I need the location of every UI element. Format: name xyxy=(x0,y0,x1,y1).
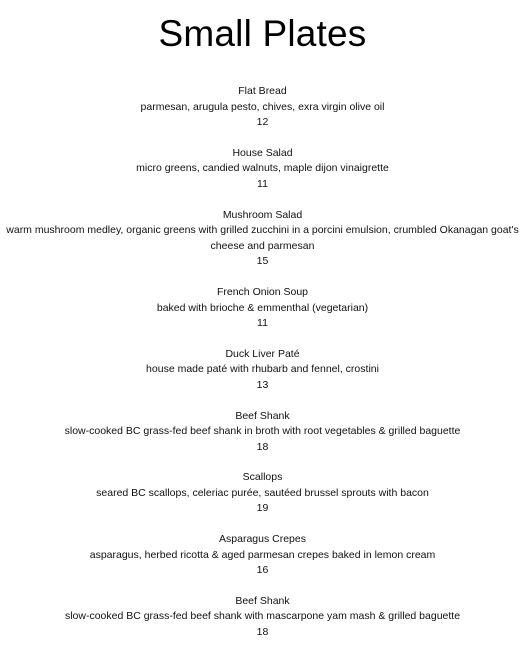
item-name: Scallops xyxy=(242,471,283,484)
menu-item xyxy=(0,532,525,579)
item-price: 18 xyxy=(256,440,269,453)
menu-item xyxy=(0,84,525,131)
item-description: warm mushroom medley, organic greens with grilled zucchini in a porcini emulsion, crumbled Okanagan goat's cheese and parmesan xyxy=(6,224,519,252)
item-price: 12 xyxy=(256,116,269,129)
item-name: Asparagus Crepes xyxy=(219,533,306,546)
item-name: Mushroom Salad xyxy=(222,208,303,221)
item-description: slow-cooked BC grass-fed beef shank in broth with root vegetables & grilled baguette xyxy=(64,425,461,438)
item-name: Duck Liver Paté xyxy=(225,347,300,360)
item-price: 16 xyxy=(256,564,269,577)
item-description: asparagus, herbed ricotta & aged parmesan crepes baked in lemon cream xyxy=(89,548,436,561)
item-name: House Salad xyxy=(232,146,293,159)
menu-item xyxy=(0,208,525,270)
item-name: French Onion Soup xyxy=(216,285,309,298)
item-price: 11 xyxy=(257,177,268,190)
item-description: micro greens, candied walnuts, maple dijon vinaigrette xyxy=(136,162,389,175)
item-description: seared BC scallops, celeriac purée, sautéed brussel sprouts with bacon xyxy=(96,486,429,499)
item-description: parmesan, arugula pesto, chives, exra virgin olive oil xyxy=(140,100,385,113)
item-name: Flat Bread xyxy=(238,85,287,97)
menu-item xyxy=(0,347,525,394)
menu-item xyxy=(0,146,525,193)
item-price: 19 xyxy=(256,502,269,515)
menu-item xyxy=(0,470,525,517)
item-name: Beef Shank xyxy=(235,409,290,422)
menu-item xyxy=(0,594,525,641)
item-description: slow-cooked BC grass-fed beef shank with mascarpone yam mash & grilled baguette xyxy=(64,610,461,623)
item-name: Beef Shank xyxy=(235,594,290,607)
item-description: baked with brioche & emmenthal (vegetarian) xyxy=(156,301,369,314)
item-price: 15 xyxy=(256,255,269,268)
menu-item xyxy=(0,409,525,456)
page-title: Small Plates xyxy=(158,13,367,54)
item-price: 18 xyxy=(256,626,269,639)
menu-item-list xyxy=(0,84,525,641)
item-description: house made paté with rhubarb and fennel, crostini xyxy=(146,363,379,376)
item-price: 11 xyxy=(257,317,268,330)
item-price: 13 xyxy=(256,378,269,391)
menu-item xyxy=(0,285,525,332)
